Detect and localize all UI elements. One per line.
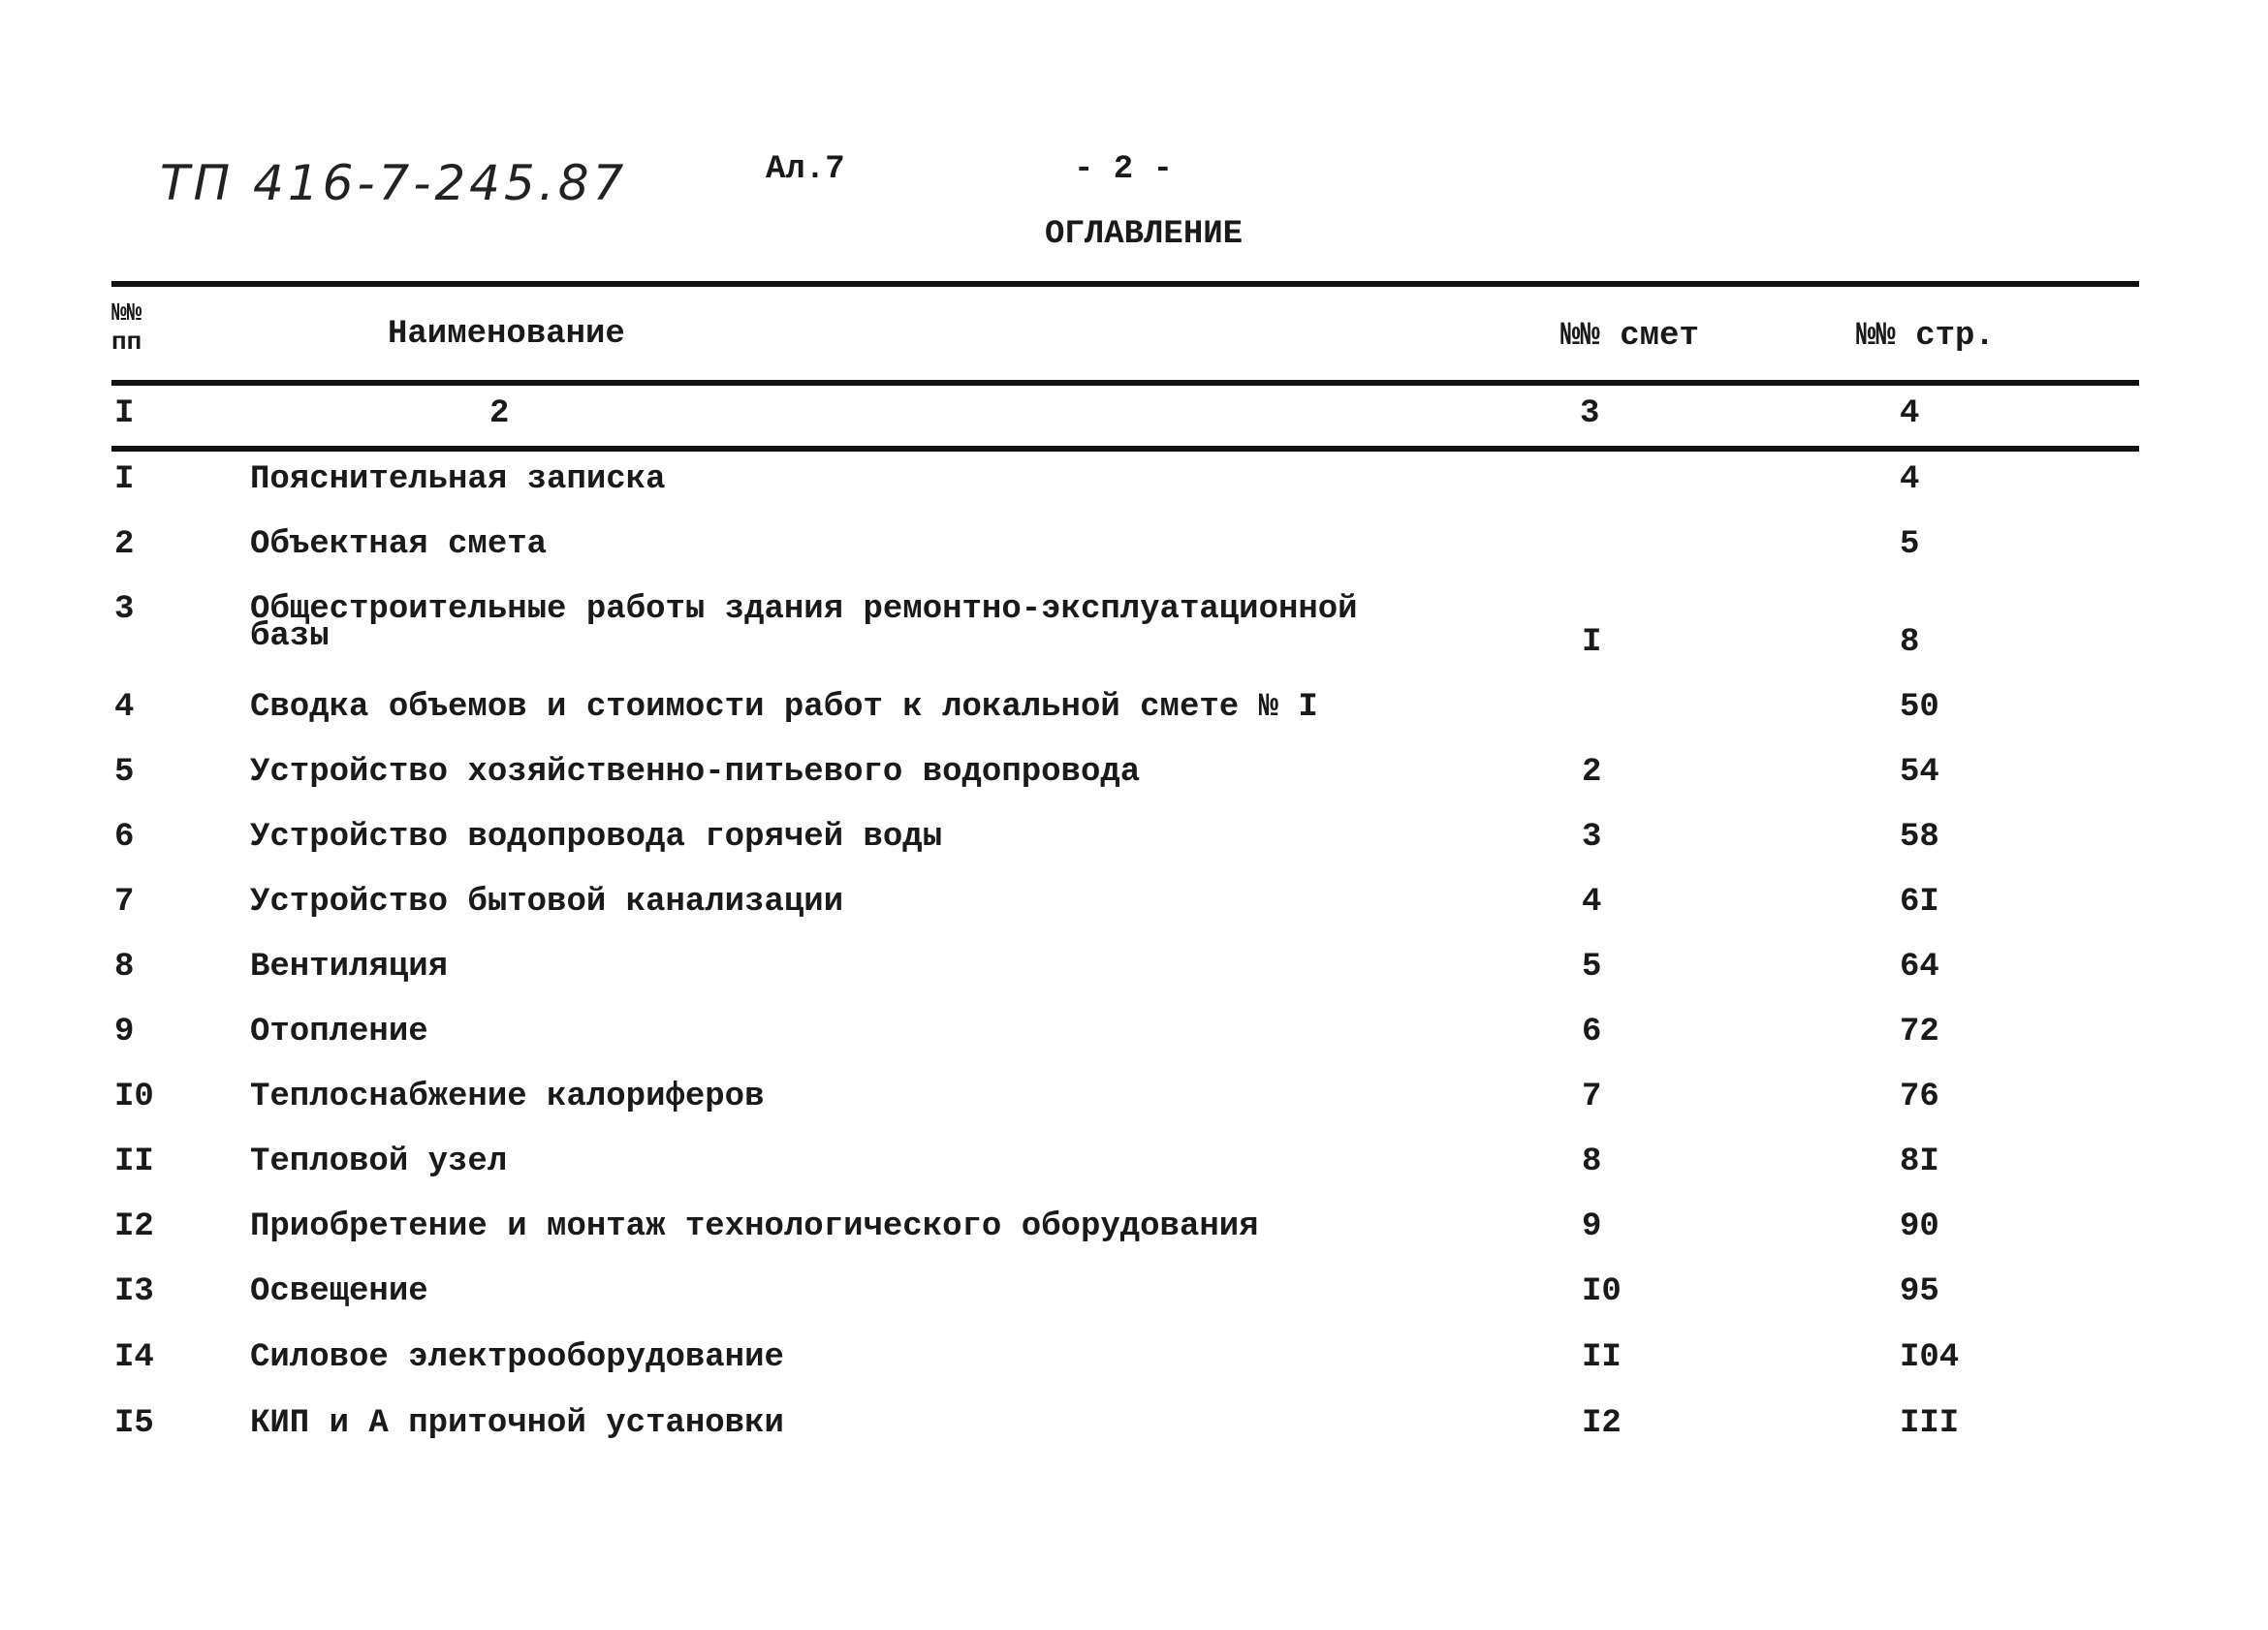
column-number: I (114, 395, 135, 432)
row-name-continued: базы (250, 618, 330, 655)
column-number: 2 (489, 395, 510, 432)
row-number: I5 (114, 1405, 154, 1442)
row-name: Устройство хозяйственно-питьевого водопровода (250, 754, 1141, 791)
table-row (0, 1081, 2268, 1119)
row-page-number: 8I (1900, 1144, 1939, 1180)
table-row (0, 886, 2268, 925)
row-estimate-number: 4 (1582, 884, 1602, 921)
page-title: ОГЛАВЛЕНИЕ (1045, 216, 1244, 253)
header-page: №№ стр. (1856, 318, 1995, 355)
row-number: 3 (114, 591, 135, 628)
row-estimate-number: 9 (1582, 1208, 1602, 1245)
header-name: Наименование (388, 316, 625, 353)
row-number: 5 (114, 754, 135, 791)
row-number: I4 (114, 1339, 154, 1376)
row-page-number: 58 (1900, 819, 1939, 856)
table-row (0, 1210, 2268, 1249)
row-number: 4 (114, 689, 135, 726)
row-name: Сводка объемов и стоимости работ к локальной смете № I (250, 689, 1318, 726)
row-page-number: 64 (1900, 949, 1939, 986)
row-name: Приобретение и монтаж технологического оборудования (250, 1208, 1259, 1245)
document-code: ТП 416-7-245.87 (160, 155, 628, 211)
row-page-number: 8 (1900, 624, 1920, 661)
table-row (0, 1341, 2268, 1380)
table-row (0, 756, 2268, 795)
row-name: КИП и А приточной установки (250, 1405, 784, 1442)
row-estimate-number: I (1582, 624, 1602, 661)
row-estimate-number: I0 (1582, 1273, 1622, 1310)
row-name: Вентиляция (250, 949, 449, 986)
row-page-number: 4 (1900, 461, 1920, 498)
table-row (0, 1275, 2268, 1314)
row-name: Отопление (250, 1014, 428, 1050)
row-number: I3 (114, 1273, 154, 1310)
row-name: Общестроительные работы здания ремонтно-эксплуатационной (250, 591, 1358, 628)
row-page-number: 76 (1900, 1079, 1939, 1115)
row-number: 2 (114, 526, 135, 563)
row-name: Тепловой узел (250, 1144, 508, 1180)
row-page-number: 90 (1900, 1208, 1939, 1245)
row-name: Устройство бытовой канализации (250, 884, 844, 921)
row-number: II (114, 1144, 154, 1180)
table-row (0, 691, 2268, 730)
row-name: Объектная смета (250, 526, 548, 563)
row-page-number: III (1900, 1405, 1960, 1442)
album-number: Ал.7 (766, 151, 845, 188)
row-page-number: I04 (1900, 1339, 1960, 1376)
row-estimate-number: 6 (1582, 1014, 1602, 1050)
header-estimate: №№ смет (1560, 318, 1699, 355)
column-number: 3 (1580, 395, 1600, 432)
table-row (0, 821, 2268, 860)
table-top-rule (111, 281, 2139, 287)
row-number: 9 (114, 1014, 135, 1050)
row-name: Теплоснабжение калориферов (250, 1079, 765, 1115)
row-estimate-number: 8 (1582, 1144, 1602, 1180)
row-estimate-number: I2 (1582, 1405, 1622, 1442)
header-rule (111, 380, 2139, 386)
row-page-number: 6I (1900, 884, 1939, 921)
row-page-number: 95 (1900, 1273, 1939, 1310)
row-name: Устройство водопровода горячей воды (250, 819, 943, 856)
row-page-number: 5 (1900, 526, 1920, 563)
row-estimate-number: 3 (1582, 819, 1602, 856)
row-estimate-number: II (1582, 1339, 1622, 1376)
table-row (0, 1407, 2268, 1446)
row-name: Силовое электрооборудование (250, 1339, 784, 1376)
row-page-number: 72 (1900, 1014, 1939, 1050)
column-number: 4 (1900, 395, 1920, 432)
row-number: I (114, 461, 135, 498)
row-name: Пояснительная записка (250, 461, 666, 498)
table-row (0, 1145, 2268, 1184)
row-number: I2 (114, 1208, 154, 1245)
column-number-rule (111, 446, 2139, 452)
table-row (0, 951, 2268, 989)
row-number: I0 (114, 1079, 154, 1115)
row-name: Освещение (250, 1273, 428, 1310)
row-number: 7 (114, 884, 135, 921)
table-row (0, 463, 2268, 502)
row-estimate-number: 5 (1582, 949, 1602, 986)
column-number-row (0, 397, 2268, 436)
table-row (0, 591, 2268, 661)
row-estimate-number: 2 (1582, 754, 1602, 791)
header-number: №№ пп (111, 298, 142, 357)
row-page-number: 50 (1900, 689, 1939, 726)
table-row (0, 1016, 2268, 1054)
page-number: - 2 - (1074, 151, 1174, 188)
table-row (0, 528, 2268, 567)
row-number: 8 (114, 949, 135, 986)
row-number: 6 (114, 819, 135, 856)
row-page-number: 54 (1900, 754, 1939, 791)
row-estimate-number: 7 (1582, 1079, 1602, 1115)
